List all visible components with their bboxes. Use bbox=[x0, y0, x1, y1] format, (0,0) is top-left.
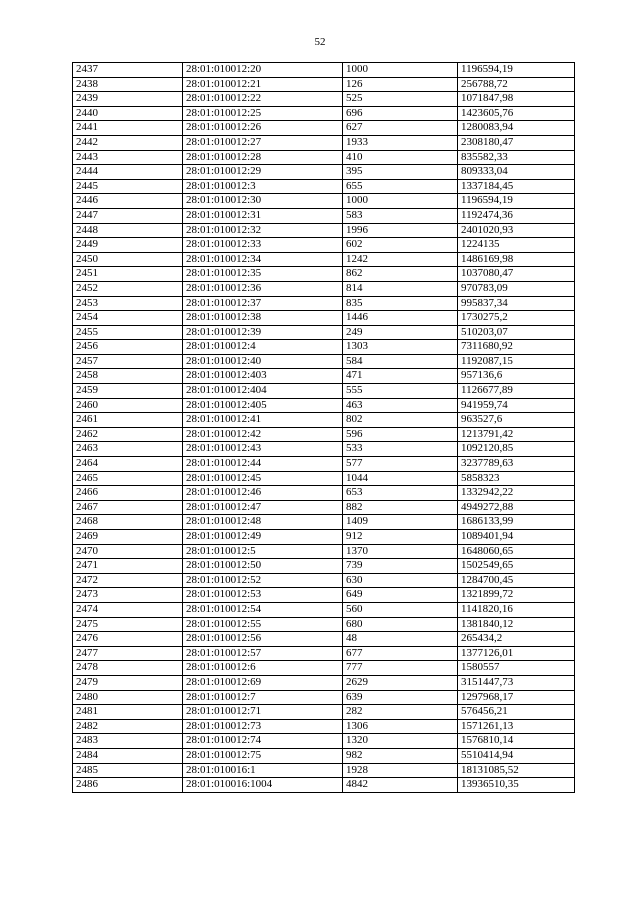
cadastral-number-cell: 28:01:010012:7 bbox=[183, 690, 343, 705]
cadastral-value-cell: 1284700,45 bbox=[458, 573, 575, 588]
table-row bbox=[73, 267, 575, 282]
cadastral-value-cell: 1092120,85 bbox=[458, 442, 575, 457]
cadastral-value-cell: 1192474,36 bbox=[458, 208, 575, 223]
cadastral-number-cell: 28:01:010012:57 bbox=[183, 646, 343, 661]
row-number-cell: 2442 bbox=[73, 135, 183, 150]
table-row bbox=[73, 559, 575, 574]
area-cell: 653 bbox=[343, 486, 458, 501]
cadastral-number-cell: 28:01:010012:36 bbox=[183, 281, 343, 296]
table-row bbox=[73, 223, 575, 238]
area-cell: 862 bbox=[343, 267, 458, 282]
area-cell: 1370 bbox=[343, 544, 458, 559]
row-number-cell: 2453 bbox=[73, 296, 183, 311]
area-cell: 630 bbox=[343, 573, 458, 588]
cadastral-value-cell: 941959,74 bbox=[458, 398, 575, 413]
area-cell: 584 bbox=[343, 354, 458, 369]
row-number-cell: 2449 bbox=[73, 238, 183, 253]
cadastral-value-cell: 957136,6 bbox=[458, 369, 575, 384]
table-row bbox=[73, 719, 575, 734]
cadastral-number-cell: 28:01:010012:39 bbox=[183, 325, 343, 340]
area-cell: 1000 bbox=[343, 63, 458, 78]
cadastral-number-cell: 28:01:010012:403 bbox=[183, 369, 343, 384]
page-number: 52 bbox=[314, 36, 326, 48]
table-row bbox=[73, 369, 575, 384]
table-row bbox=[73, 311, 575, 326]
cadastral-number-cell: 28:01:010012:50 bbox=[183, 559, 343, 574]
row-number-cell: 2459 bbox=[73, 384, 183, 399]
cadastral-number-cell: 28:01:010012:26 bbox=[183, 121, 343, 136]
table-row bbox=[73, 617, 575, 632]
cadastral-value-cell: 1332942,22 bbox=[458, 486, 575, 501]
row-number-cell: 2460 bbox=[73, 398, 183, 413]
cadastral-value-cell: 1486169,98 bbox=[458, 252, 575, 267]
table-row bbox=[73, 734, 575, 749]
area-cell: 1242 bbox=[343, 252, 458, 267]
table-row bbox=[73, 384, 575, 399]
row-number-cell: 2455 bbox=[73, 325, 183, 340]
cadastral-number-cell: 28:01:010012:30 bbox=[183, 194, 343, 209]
row-number-cell: 2479 bbox=[73, 675, 183, 690]
cadastral-number-cell: 28:01:010012:46 bbox=[183, 486, 343, 501]
row-number-cell: 2468 bbox=[73, 515, 183, 530]
cadastral-number-cell: 28:01:010012:31 bbox=[183, 208, 343, 223]
area-cell: 1320 bbox=[343, 734, 458, 749]
row-number-cell: 2482 bbox=[73, 719, 183, 734]
table-row bbox=[73, 121, 575, 136]
registry-table bbox=[72, 62, 575, 793]
table-row bbox=[73, 675, 575, 690]
cadastral-number-cell: 28:01:010016:1004 bbox=[183, 778, 343, 793]
area-cell: 560 bbox=[343, 602, 458, 617]
row-number-cell: 2480 bbox=[73, 690, 183, 705]
area-cell: 48 bbox=[343, 632, 458, 647]
cadastral-number-cell: 28:01:010016:1 bbox=[183, 763, 343, 778]
row-number-cell: 2475 bbox=[73, 617, 183, 632]
cadastral-number-cell: 28:01:010012:27 bbox=[183, 135, 343, 150]
table-row bbox=[73, 748, 575, 763]
row-number-cell: 2461 bbox=[73, 413, 183, 428]
row-number-cell: 2463 bbox=[73, 442, 183, 457]
cadastral-value-cell: 970783,09 bbox=[458, 281, 575, 296]
row-number-cell: 2450 bbox=[73, 252, 183, 267]
row-number-cell: 2466 bbox=[73, 486, 183, 501]
cadastral-number-cell: 28:01:010012:33 bbox=[183, 238, 343, 253]
cadastral-value-cell: 1502549,65 bbox=[458, 559, 575, 574]
cadastral-value-cell: 7311680,92 bbox=[458, 340, 575, 355]
cadastral-number-cell: 28:01:010012:35 bbox=[183, 267, 343, 282]
cadastral-value-cell: 5858323 bbox=[458, 471, 575, 486]
row-number-cell: 2476 bbox=[73, 632, 183, 647]
cadastral-number-cell: 28:01:010012:40 bbox=[183, 354, 343, 369]
cadastral-number-cell: 28:01:010012:29 bbox=[183, 165, 343, 180]
cadastral-value-cell: 2308180,47 bbox=[458, 135, 575, 150]
area-cell: 882 bbox=[343, 500, 458, 515]
row-number-cell: 2473 bbox=[73, 588, 183, 603]
area-cell: 602 bbox=[343, 238, 458, 253]
cadastral-value-cell: 1196594,19 bbox=[458, 63, 575, 78]
cadastral-number-cell: 28:01:010012:20 bbox=[183, 63, 343, 78]
table-row bbox=[73, 602, 575, 617]
cadastral-value-cell: 1580557 bbox=[458, 661, 575, 676]
table-row bbox=[73, 442, 575, 457]
area-cell: 680 bbox=[343, 617, 458, 632]
area-cell: 471 bbox=[343, 369, 458, 384]
cadastral-number-cell: 28:01:010012:52 bbox=[183, 573, 343, 588]
table-row bbox=[73, 457, 575, 472]
area-cell: 1306 bbox=[343, 719, 458, 734]
area-cell: 649 bbox=[343, 588, 458, 603]
cadastral-number-cell: 28:01:010012:34 bbox=[183, 252, 343, 267]
row-number-cell: 2483 bbox=[73, 734, 183, 749]
cadastral-number-cell: 28:01:010012:47 bbox=[183, 500, 343, 515]
cadastral-value-cell: 13936510,35 bbox=[458, 778, 575, 793]
area-cell: 814 bbox=[343, 281, 458, 296]
row-number-cell: 2448 bbox=[73, 223, 183, 238]
row-number-cell: 2462 bbox=[73, 427, 183, 442]
row-number-cell: 2441 bbox=[73, 121, 183, 136]
cadastral-value-cell: 1576810,14 bbox=[458, 734, 575, 749]
cadastral-value-cell: 1686133,99 bbox=[458, 515, 575, 530]
area-cell: 1928 bbox=[343, 763, 458, 778]
cadastral-number-cell: 28:01:010012:54 bbox=[183, 602, 343, 617]
table-row bbox=[73, 281, 575, 296]
area-cell: 639 bbox=[343, 690, 458, 705]
area-cell: 1409 bbox=[343, 515, 458, 530]
area-cell: 1303 bbox=[343, 340, 458, 355]
cadastral-number-cell: 28:01:010012:3 bbox=[183, 179, 343, 194]
table-row bbox=[73, 690, 575, 705]
row-number-cell: 2457 bbox=[73, 354, 183, 369]
row-number-cell: 2439 bbox=[73, 92, 183, 107]
row-number-cell: 2447 bbox=[73, 208, 183, 223]
cadastral-number-cell: 28:01:010012:73 bbox=[183, 719, 343, 734]
table-row bbox=[73, 179, 575, 194]
cadastral-value-cell: 1297968,17 bbox=[458, 690, 575, 705]
cadastral-value-cell: 1126677,89 bbox=[458, 384, 575, 399]
table-row bbox=[73, 194, 575, 209]
cadastral-value-cell: 3151447,73 bbox=[458, 675, 575, 690]
table-row bbox=[73, 238, 575, 253]
area-cell: 463 bbox=[343, 398, 458, 413]
table-row bbox=[73, 340, 575, 355]
area-cell: 4842 bbox=[343, 778, 458, 793]
area-cell: 1044 bbox=[343, 471, 458, 486]
cadastral-number-cell: 28:01:010012:405 bbox=[183, 398, 343, 413]
row-number-cell: 2437 bbox=[73, 63, 183, 78]
cadastral-number-cell: 28:01:010012:404 bbox=[183, 384, 343, 399]
table-row bbox=[73, 296, 575, 311]
cadastral-value-cell: 835582,33 bbox=[458, 150, 575, 165]
cadastral-number-cell: 28:01:010012:74 bbox=[183, 734, 343, 749]
table-row bbox=[73, 763, 575, 778]
table-row bbox=[73, 398, 575, 413]
cadastral-value-cell: 576456,21 bbox=[458, 705, 575, 720]
table-row bbox=[73, 588, 575, 603]
cadastral-value-cell: 1321899,72 bbox=[458, 588, 575, 603]
cadastral-number-cell: 28:01:010012:6 bbox=[183, 661, 343, 676]
area-cell: 1933 bbox=[343, 135, 458, 150]
table-row bbox=[73, 77, 575, 92]
table-row bbox=[73, 165, 575, 180]
cadastral-number-cell: 28:01:010012:44 bbox=[183, 457, 343, 472]
row-number-cell: 2485 bbox=[73, 763, 183, 778]
area-cell: 1996 bbox=[343, 223, 458, 238]
area-cell: 395 bbox=[343, 165, 458, 180]
cadastral-number-cell: 28:01:010012:69 bbox=[183, 675, 343, 690]
row-number-cell: 2451 bbox=[73, 267, 183, 282]
area-cell: 249 bbox=[343, 325, 458, 340]
row-number-cell: 2470 bbox=[73, 544, 183, 559]
cadastral-value-cell: 3237789,63 bbox=[458, 457, 575, 472]
cadastral-value-cell: 1337184,45 bbox=[458, 179, 575, 194]
cadastral-value-cell: 510203,07 bbox=[458, 325, 575, 340]
table-row bbox=[73, 413, 575, 428]
cadastral-number-cell: 28:01:010012:42 bbox=[183, 427, 343, 442]
area-cell: 525 bbox=[343, 92, 458, 107]
area-cell: 577 bbox=[343, 457, 458, 472]
cadastral-value-cell: 1571261,13 bbox=[458, 719, 575, 734]
cadastral-value-cell: 963527,6 bbox=[458, 413, 575, 428]
row-number-cell: 2445 bbox=[73, 179, 183, 194]
table-row bbox=[73, 63, 575, 78]
area-cell: 533 bbox=[343, 442, 458, 457]
row-number-cell: 2467 bbox=[73, 500, 183, 515]
cadastral-number-cell: 28:01:010012:75 bbox=[183, 748, 343, 763]
cadastral-number-cell: 28:01:010012:37 bbox=[183, 296, 343, 311]
cadastral-value-cell: 1213791,42 bbox=[458, 427, 575, 442]
row-number-cell: 2477 bbox=[73, 646, 183, 661]
cadastral-number-cell: 28:01:010012:53 bbox=[183, 588, 343, 603]
area-cell: 126 bbox=[343, 77, 458, 92]
row-number-cell: 2478 bbox=[73, 661, 183, 676]
cadastral-number-cell: 28:01:010012:4 bbox=[183, 340, 343, 355]
area-cell: 1000 bbox=[343, 194, 458, 209]
row-number-cell: 2458 bbox=[73, 369, 183, 384]
cadastral-value-cell: 5510414,94 bbox=[458, 748, 575, 763]
row-number-cell: 2481 bbox=[73, 705, 183, 720]
row-number-cell: 2465 bbox=[73, 471, 183, 486]
area-cell: 696 bbox=[343, 106, 458, 121]
table-row bbox=[73, 486, 575, 501]
registry-table-body bbox=[73, 63, 575, 793]
row-number-cell: 2472 bbox=[73, 573, 183, 588]
cadastral-number-cell: 28:01:010012:56 bbox=[183, 632, 343, 647]
cadastral-number-cell: 28:01:010012:45 bbox=[183, 471, 343, 486]
cadastral-value-cell: 1141820,16 bbox=[458, 602, 575, 617]
table-row bbox=[73, 544, 575, 559]
table-row bbox=[73, 778, 575, 793]
row-number-cell: 2469 bbox=[73, 530, 183, 545]
area-cell: 596 bbox=[343, 427, 458, 442]
cadastral-value-cell: 1648060,65 bbox=[458, 544, 575, 559]
cadastral-value-cell: 4949272,88 bbox=[458, 500, 575, 515]
area-cell: 1446 bbox=[343, 311, 458, 326]
area-cell: 2629 bbox=[343, 675, 458, 690]
area-cell: 912 bbox=[343, 530, 458, 545]
table-row bbox=[73, 515, 575, 530]
row-number-cell: 2446 bbox=[73, 194, 183, 209]
cadastral-number-cell: 28:01:010012:28 bbox=[183, 150, 343, 165]
cadastral-value-cell: 1423605,76 bbox=[458, 106, 575, 121]
cadastral-value-cell: 265434,2 bbox=[458, 632, 575, 647]
cadastral-number-cell: 28:01:010012:25 bbox=[183, 106, 343, 121]
table-row bbox=[73, 632, 575, 647]
area-cell: 655 bbox=[343, 179, 458, 194]
cadastral-number-cell: 28:01:010012:21 bbox=[183, 77, 343, 92]
cadastral-value-cell: 809333,04 bbox=[458, 165, 575, 180]
table-row bbox=[73, 106, 575, 121]
cadastral-number-cell: 28:01:010012:55 bbox=[183, 617, 343, 632]
table-row bbox=[73, 325, 575, 340]
cadastral-value-cell: 1377126,01 bbox=[458, 646, 575, 661]
cadastral-value-cell: 1280083,94 bbox=[458, 121, 575, 136]
row-number-cell: 2486 bbox=[73, 778, 183, 793]
area-cell: 627 bbox=[343, 121, 458, 136]
cadastral-value-cell: 1071847,98 bbox=[458, 92, 575, 107]
row-number-cell: 2456 bbox=[73, 340, 183, 355]
table-row bbox=[73, 646, 575, 661]
row-number-cell: 2474 bbox=[73, 602, 183, 617]
table-row bbox=[73, 471, 575, 486]
cadastral-number-cell: 28:01:010012:41 bbox=[183, 413, 343, 428]
cadastral-value-cell: 1037080,47 bbox=[458, 267, 575, 282]
row-number-cell: 2443 bbox=[73, 150, 183, 165]
area-cell: 982 bbox=[343, 748, 458, 763]
row-number-cell: 2444 bbox=[73, 165, 183, 180]
area-cell: 555 bbox=[343, 384, 458, 399]
table-row bbox=[73, 150, 575, 165]
row-number-cell: 2464 bbox=[73, 457, 183, 472]
cadastral-number-cell: 28:01:010012:5 bbox=[183, 544, 343, 559]
table-row bbox=[73, 661, 575, 676]
cadastral-value-cell: 2401020,93 bbox=[458, 223, 575, 238]
area-cell: 802 bbox=[343, 413, 458, 428]
cadastral-number-cell: 28:01:010012:48 bbox=[183, 515, 343, 530]
row-number-cell: 2440 bbox=[73, 106, 183, 121]
table-row bbox=[73, 530, 575, 545]
cadastral-number-cell: 28:01:010012:38 bbox=[183, 311, 343, 326]
cadastral-value-cell: 1730275,2 bbox=[458, 311, 575, 326]
area-cell: 739 bbox=[343, 559, 458, 574]
area-cell: 835 bbox=[343, 296, 458, 311]
table-row bbox=[73, 252, 575, 267]
cadastral-value-cell: 18131085,52 bbox=[458, 763, 575, 778]
area-cell: 777 bbox=[343, 661, 458, 676]
cadastral-number-cell: 28:01:010012:49 bbox=[183, 530, 343, 545]
table-row bbox=[73, 354, 575, 369]
table-row bbox=[73, 500, 575, 515]
cadastral-value-cell: 1192087,15 bbox=[458, 354, 575, 369]
table-row bbox=[73, 705, 575, 720]
row-number-cell: 2454 bbox=[73, 311, 183, 326]
row-number-cell: 2438 bbox=[73, 77, 183, 92]
row-number-cell: 2452 bbox=[73, 281, 183, 296]
table-row bbox=[73, 135, 575, 150]
row-number-cell: 2484 bbox=[73, 748, 183, 763]
cadastral-number-cell: 28:01:010012:71 bbox=[183, 705, 343, 720]
table-row bbox=[73, 427, 575, 442]
cadastral-value-cell: 995837,34 bbox=[458, 296, 575, 311]
cadastral-number-cell: 28:01:010012:22 bbox=[183, 92, 343, 107]
row-number-cell: 2471 bbox=[73, 559, 183, 574]
cadastral-value-cell: 1224135 bbox=[458, 238, 575, 253]
cadastral-value-cell: 1089401,94 bbox=[458, 530, 575, 545]
area-cell: 677 bbox=[343, 646, 458, 661]
table-row bbox=[73, 208, 575, 223]
cadastral-value-cell: 1196594,19 bbox=[458, 194, 575, 209]
table-row bbox=[73, 573, 575, 588]
area-cell: 282 bbox=[343, 705, 458, 720]
cadastral-number-cell: 28:01:010012:43 bbox=[183, 442, 343, 457]
area-cell: 410 bbox=[343, 150, 458, 165]
cadastral-number-cell: 28:01:010012:32 bbox=[183, 223, 343, 238]
cadastral-value-cell: 256788,72 bbox=[458, 77, 575, 92]
table-row bbox=[73, 92, 575, 107]
cadastral-value-cell: 1381840,12 bbox=[458, 617, 575, 632]
area-cell: 583 bbox=[343, 208, 458, 223]
